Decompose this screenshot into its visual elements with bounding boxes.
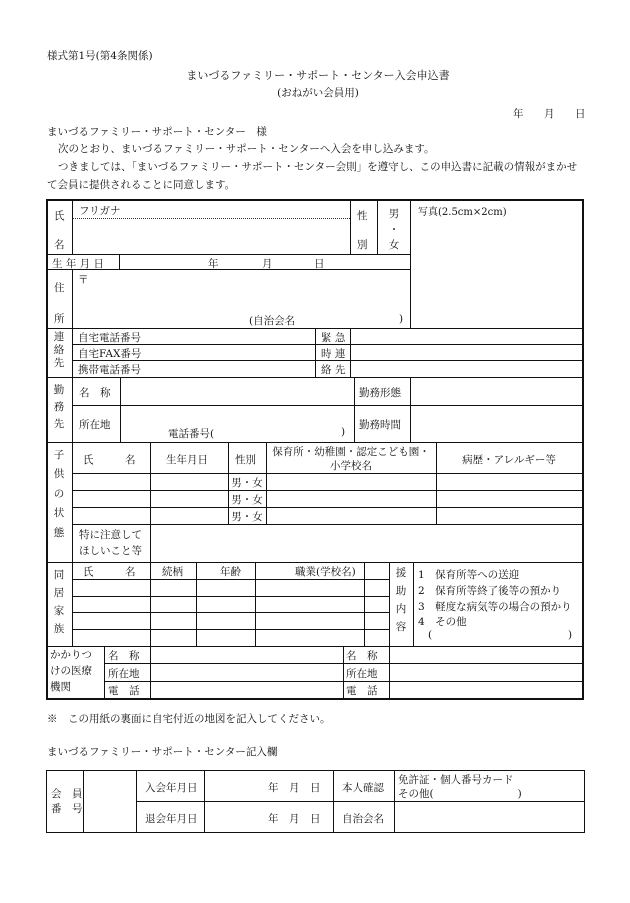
child-notes-label-1: 特に注意して bbox=[79, 529, 142, 541]
date-month-label: 月 bbox=[544, 108, 555, 120]
intro-line-1: 次のとおり、まいづるファミリー・サポート・センターへ入会を申し込みます。 bbox=[58, 143, 435, 155]
form-title: まいづるファミリー・サポート・センター入会申込書 bbox=[186, 69, 450, 82]
address-label-top: 住 bbox=[54, 282, 65, 294]
furigana-label: フリガナ bbox=[79, 205, 121, 217]
family-age-header: 年齢 bbox=[220, 566, 241, 578]
child-3-sex-option[interactable]: 男・女 bbox=[231, 511, 263, 523]
addressee: まいづるファミリー・サポート・センター 様 bbox=[47, 126, 267, 138]
office-section-title: まいづるファミリー・サポート・センター記入欄 bbox=[47, 746, 278, 758]
support-item-3[interactable]: 3 軽度な病気等の場合の預かり bbox=[418, 601, 572, 613]
work-phone-close: ) bbox=[341, 426, 346, 438]
birth-year-label: 年 bbox=[208, 258, 219, 270]
doctor-phone-label-2: 電 話 bbox=[346, 685, 378, 697]
child-name-header: 氏 名 bbox=[83, 454, 136, 466]
id-check-label: 本人確認 bbox=[342, 782, 384, 794]
work-type-label: 勤務形態 bbox=[359, 387, 401, 399]
postal-mark: 〒 bbox=[78, 274, 89, 286]
association-close: ) bbox=[399, 313, 404, 325]
form-number: 様式第1号(第4条関係) bbox=[47, 50, 153, 62]
office-association-label: 自治会名 bbox=[342, 813, 384, 825]
child-sex-header: 性別 bbox=[235, 454, 256, 466]
leave-date-label: 退会年月日 bbox=[145, 813, 198, 825]
date-year-label: 年 bbox=[513, 108, 524, 120]
emergency-label-2: 時 連 bbox=[321, 348, 346, 360]
birth-day-label: 日 bbox=[314, 258, 325, 270]
sex-option-dot: ・ bbox=[388, 224, 400, 236]
address-field[interactable] bbox=[74, 271, 408, 311]
name-label-bottom: 名 bbox=[54, 239, 65, 251]
name-label-top: 氏 bbox=[54, 210, 65, 222]
family-job-header: 職業(学校名) bbox=[295, 566, 356, 578]
work-phone-label: 電話番号( bbox=[168, 428, 215, 440]
doctor-location-label: 所在地 bbox=[108, 668, 140, 680]
child-2-sex-option[interactable]: 男・女 bbox=[231, 494, 263, 506]
id-option-2: その他( ) bbox=[398, 788, 522, 800]
association-label: (自治会名 bbox=[249, 315, 296, 327]
join-date-ymd: 年 月 日 bbox=[268, 782, 321, 794]
date-day-label: 日 bbox=[575, 108, 586, 120]
doctor-location-label-2: 所在地 bbox=[346, 668, 378, 680]
family-name-header: 氏 名 bbox=[83, 566, 136, 578]
child-birth-header: 生年月日 bbox=[166, 454, 208, 466]
member-number-label-1: 会 員 bbox=[51, 788, 83, 800]
emergency-label-1: 緊 急 bbox=[321, 332, 346, 344]
support-label: 援 助 内 容 bbox=[395, 567, 407, 633]
doctor-label: かかりつ けの医療 機関 bbox=[50, 649, 92, 693]
support-other-close: ) bbox=[568, 629, 573, 641]
doctor-phone-label: 電 話 bbox=[108, 685, 140, 697]
furigana-field[interactable] bbox=[150, 201, 348, 217]
work-name-label: 名 称 bbox=[79, 387, 111, 399]
join-date-label: 入会年月日 bbox=[145, 782, 198, 794]
support-item-4[interactable]: 4 その他 bbox=[418, 616, 467, 628]
child-school-header-2: 小学校名 bbox=[330, 460, 372, 472]
form-subtitle: (おねがい会員用) bbox=[277, 87, 359, 99]
map-note: ※ この用紙の裏面に自宅付近の地図を記入してください。 bbox=[47, 713, 331, 725]
home-tel-label: 自宅電話番号 bbox=[78, 332, 141, 344]
sex-label-bottom: 別 bbox=[357, 239, 368, 251]
sex-label-top: 性 bbox=[357, 210, 368, 222]
mobile-tel-label: 携帯電話番号 bbox=[78, 364, 141, 376]
member-number-label-2: 番 号 bbox=[51, 803, 83, 815]
support-item-1[interactable]: 1 保育所等への送迎 bbox=[418, 569, 520, 581]
leave-date-ymd: 年 月 日 bbox=[268, 813, 321, 825]
child-school-header-1: 保育所・幼稚園・認定こども園・ bbox=[272, 446, 430, 458]
intro-line-3: て会員に提供されることに同意します。 bbox=[47, 179, 236, 191]
child-notes-label-2: ほしいこと等 bbox=[79, 545, 142, 557]
family-relation-header: 続柄 bbox=[162, 566, 183, 578]
doctor-name-label: 名 称 bbox=[108, 650, 140, 662]
family-label: 同 居 家 族 bbox=[53, 569, 65, 635]
support-item-2[interactable]: 2 保育所等終了後等の預かり bbox=[418, 585, 562, 597]
contact-label: 連 絡 先 bbox=[53, 331, 65, 370]
name-field[interactable] bbox=[74, 220, 348, 253]
work-label: 勤 務 先 bbox=[53, 384, 65, 430]
child-medical-header: 病歴・アレルギー等 bbox=[462, 454, 556, 466]
id-option-1: 免許証・個人番号カード bbox=[398, 774, 514, 786]
doctor-name-label-2: 名 称 bbox=[346, 650, 378, 662]
photo-placeholder: 写真(2.5cm×2cm) bbox=[418, 207, 507, 218]
birth-date-label: 生 年 月 日 bbox=[52, 258, 105, 270]
child-1-sex-option[interactable]: 男・女 bbox=[231, 477, 263, 489]
work-location-label: 所在地 bbox=[79, 419, 111, 431]
sex-option-male[interactable]: 男 bbox=[388, 208, 400, 220]
home-fax-label: 自宅FAX番号 bbox=[78, 348, 142, 360]
address-label-bottom: 所 bbox=[54, 313, 65, 325]
children-label: 子 供 の 状 態 bbox=[53, 449, 65, 539]
work-hours-label: 勤務時間 bbox=[359, 419, 401, 431]
intro-line-2: つきましては、「まいづるファミリー・サポート・センター会則」を遵守し、この申込書に記載の情報がまかせ bbox=[58, 161, 578, 173]
birth-month-label: 月 bbox=[262, 258, 273, 270]
support-other-open: ( bbox=[428, 629, 433, 641]
sex-option-female[interactable]: 女 bbox=[388, 239, 400, 251]
emergency-label-3: 絡 先 bbox=[321, 364, 346, 376]
